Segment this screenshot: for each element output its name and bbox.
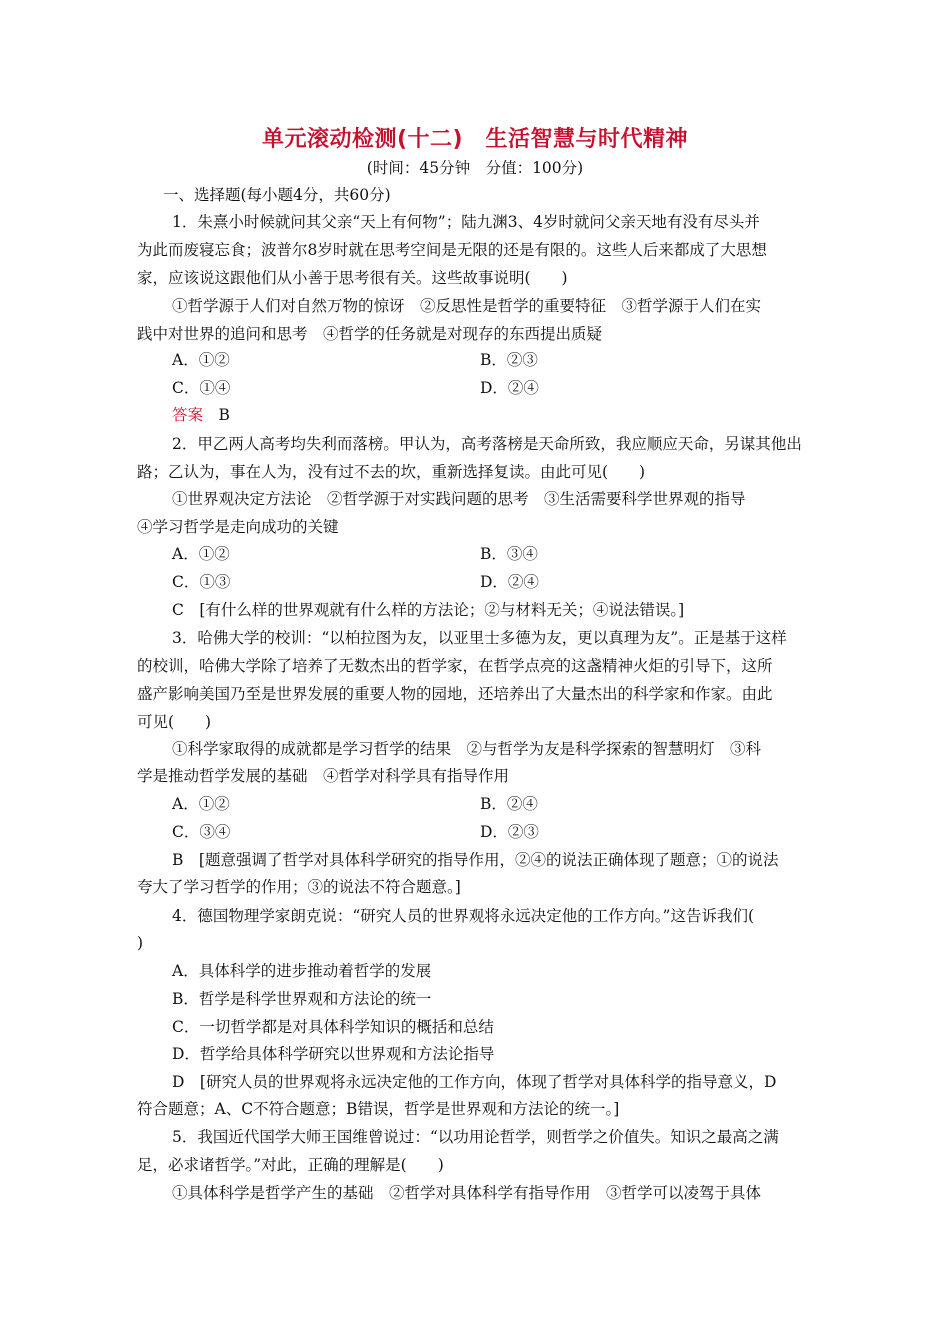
q1-option-d: D．②④: [480, 379, 539, 397]
q1-option-a: A．①②: [172, 351, 230, 369]
q5-statements-1: ①具体科学是哲学产生的基础 ②哲学对具体科学有指导作用 ③哲学可以凌驾于具体: [172, 1184, 762, 1202]
q3-explanation-1: B [题意强调了哲学对具体科学研究的指导作用，②④的说法正确体现了题意；①的说法: [172, 851, 779, 869]
q1-statements-2: 践中对世界的追问和思考 ④哲学的任务就是对现存的东西提出质疑: [137, 325, 603, 343]
q2-line-1: 2．甲乙两人高考均失利而落榜。甲认为，高考落榜是天命所致，我应顺应天命，另谋其他出: [172, 435, 802, 453]
q1-option-b: B．②③: [480, 351, 538, 369]
q2-option-a: A．①②: [172, 545, 230, 563]
q2-option-d: D．②④: [480, 573, 539, 591]
q3-statements-2: 学是推动哲学发展的基础 ④哲学对科学具有指导作用: [137, 767, 510, 785]
page-title: 单元滚动检测(十二) 生活智慧与时代精神: [261, 127, 689, 152]
q5-line-1: 5．我国近代国学大师王国维曾说过：“以功用论哲学，则哲学之价值失。知识之最高之满: [172, 1128, 779, 1146]
q3-explanation-2: 夸大了学习哲学的作用；③的说法不符合题意。]: [137, 878, 461, 896]
answer-value: B: [218, 406, 230, 424]
q1-option-c: C．①④: [172, 379, 231, 397]
q3-line-1: 3．哈佛大学的校训：“以柏拉图为友，以亚里士多德为友，更以真理为友”。正是基于这样: [172, 629, 787, 647]
q1-line-3: 家，应该说这跟他们从小善于思考很有关。这些故事说明( ): [137, 269, 568, 287]
q4-option-c: C．一切哲学都是对具体科学知识的概括和总结: [172, 1018, 494, 1036]
q4-line-2: ): [137, 934, 144, 952]
q1-statements-1: ①哲学源于人们对自然万物的惊讶 ②反思性是哲学的重要特征 ③哲学源于人们在实: [172, 297, 762, 315]
q3-option-b: B．②④: [480, 795, 538, 813]
q3-line-2: 的校训，哈佛大学除了培养了无数杰出的哲学家，在哲学点亮的这盏精神火炬的引导下，这所: [137, 657, 773, 675]
q4-line-1: 4．德国物理学家朗克说：“研究人员的世界观将永远决定他的工作方向。”这告诉我们(: [172, 907, 755, 925]
q1-line-1: 1．朱熹小时候就问其父亲“天上有何物”；陆九渊3、4岁时就问父亲天地有没有尽头并: [172, 213, 760, 231]
q2-option-b: B．③④: [480, 545, 538, 563]
q2-statements-2: ④学习哲学是走向成功的关键: [137, 518, 339, 536]
q5-line-2: 足，必求诸哲学。”对此，正确的理解是( ): [137, 1156, 444, 1174]
q4-option-d: D．哲学给具体科学研究以世界观和方法论指导: [172, 1045, 495, 1063]
q2-option-c: C．①③: [172, 573, 231, 591]
q2-explanation: C [有什么样的世界观就有什么样的方法论；②与材料无关；④说法错误。]: [172, 601, 685, 619]
q3-option-c: C．③④: [172, 823, 231, 841]
q4-option-a: A．具体科学的进步推动着哲学的发展: [172, 962, 432, 980]
q1-line-2: 为此而废寝忘食；波普尔8岁时就在思考空间是无限的还是有限的。这些人后来都成了大思想: [137, 241, 767, 259]
q2-statements-1: ①世界观决定方法论 ②哲学源于对实践问题的思考 ③生活需要科学世界观的指导: [172, 490, 746, 508]
q3-option-d: D．②③: [480, 823, 539, 841]
section-heading: 一、选择题(每小题4分，共60分): [163, 186, 391, 204]
q3-line-4: 可见( ): [137, 713, 212, 731]
q4-explanation-2: 符合题意；A、C不符合题意；B错误，哲学是世界观和方法论的统一。]: [137, 1100, 620, 1118]
answer-label: 答案: [172, 406, 204, 424]
q4-option-b: B．哲学是科学世界观和方法论的统一: [172, 990, 432, 1008]
q1-answer: [172, 405, 230, 425]
exam-meta: (时间：45分钟 分值：100分): [366, 159, 584, 177]
q3-option-a: A．①②: [172, 795, 230, 813]
q2-line-2: 路；乙认为，事在人为，没有过不去的坎，重新选择复读。由此可见( ): [137, 463, 646, 481]
q3-statements-1: ①科学家取得的成就都是学习哲学的结果 ②与哲学为友是科学探索的智慧明灯 ③科: [172, 740, 762, 758]
q4-explanation-1: D [研究人员的世界观将永远决定他的工作方向，体现了哲学对具体科学的指导意义，D: [172, 1073, 777, 1091]
q3-line-3: 盛产影响美国乃至是世界发展的重要人物的园地，还培养出了大量杰出的科学家和作家。由此: [137, 685, 773, 703]
